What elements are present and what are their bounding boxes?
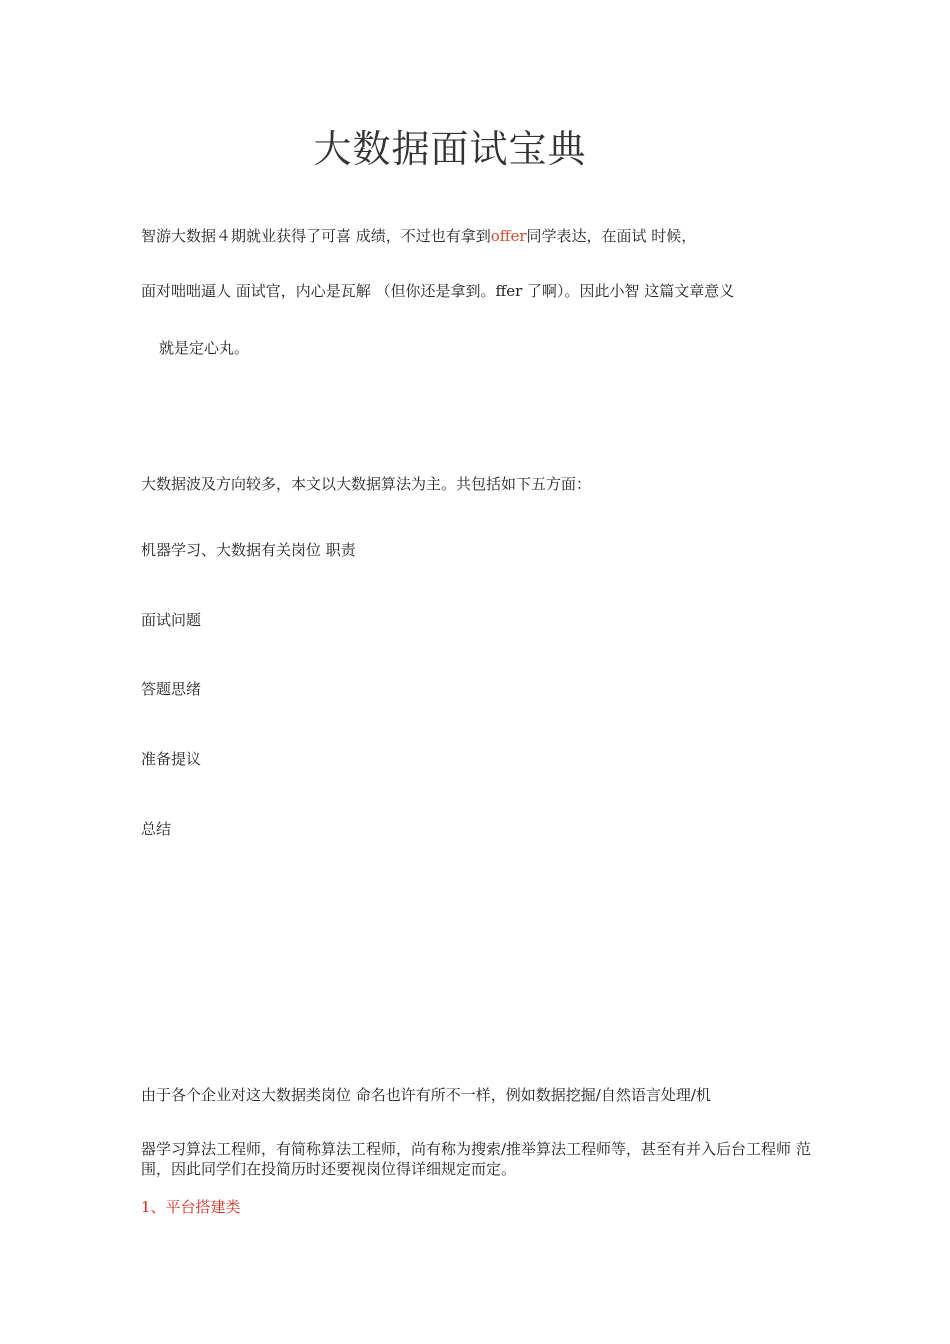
scope-statement: 大数据波及方向较多，本文以大数据算法为主。共包括如下五方面： [141,475,592,493]
intro-line-3: 就是定心丸。 [159,339,250,357]
intro-offer-word: offer [490,227,527,245]
body-paragraph-2: 器学习算法工程师，有简称算法工程师，尚有称为搜索/推举算法工程师等，甚至有并入后台工程师 范围，因此同学们在投简历时还要视岗位得详细规定而定。 [141,1140,811,1178]
outline-item-2: 面试问题 [141,611,202,629]
outline-item-3: 答题思绪 [141,680,202,698]
outline-item-4: 准备提议 [141,750,202,768]
section-heading-platform: 1、平台搭建类 [141,1198,241,1216]
document-title: 大数据面试宝典 [313,127,587,171]
outline-item-1: 机器学习、大数据有关岗位 职责 [141,541,356,559]
intro-line-2: 面对咄咄逼人 面试官，内心是瓦解 （但你还是拿到。ffer 了啊）。因此小智 这篇文章意义 [141,282,735,300]
intro-line-1-pre: 智游大数据４期就业获得了可喜 成绩，不过也有拿到 [141,227,491,245]
intro-line-1 [141,226,696,246]
intro-line-1-post: 同学表达，在面试 时候， [526,227,697,245]
body-line-1: 由于各个企业对这大数据类岗位 命名也许有所不一样，例如数据挖掘/自然语言处理/机 [141,1086,711,1104]
outline-item-5: 总结 [141,820,172,838]
